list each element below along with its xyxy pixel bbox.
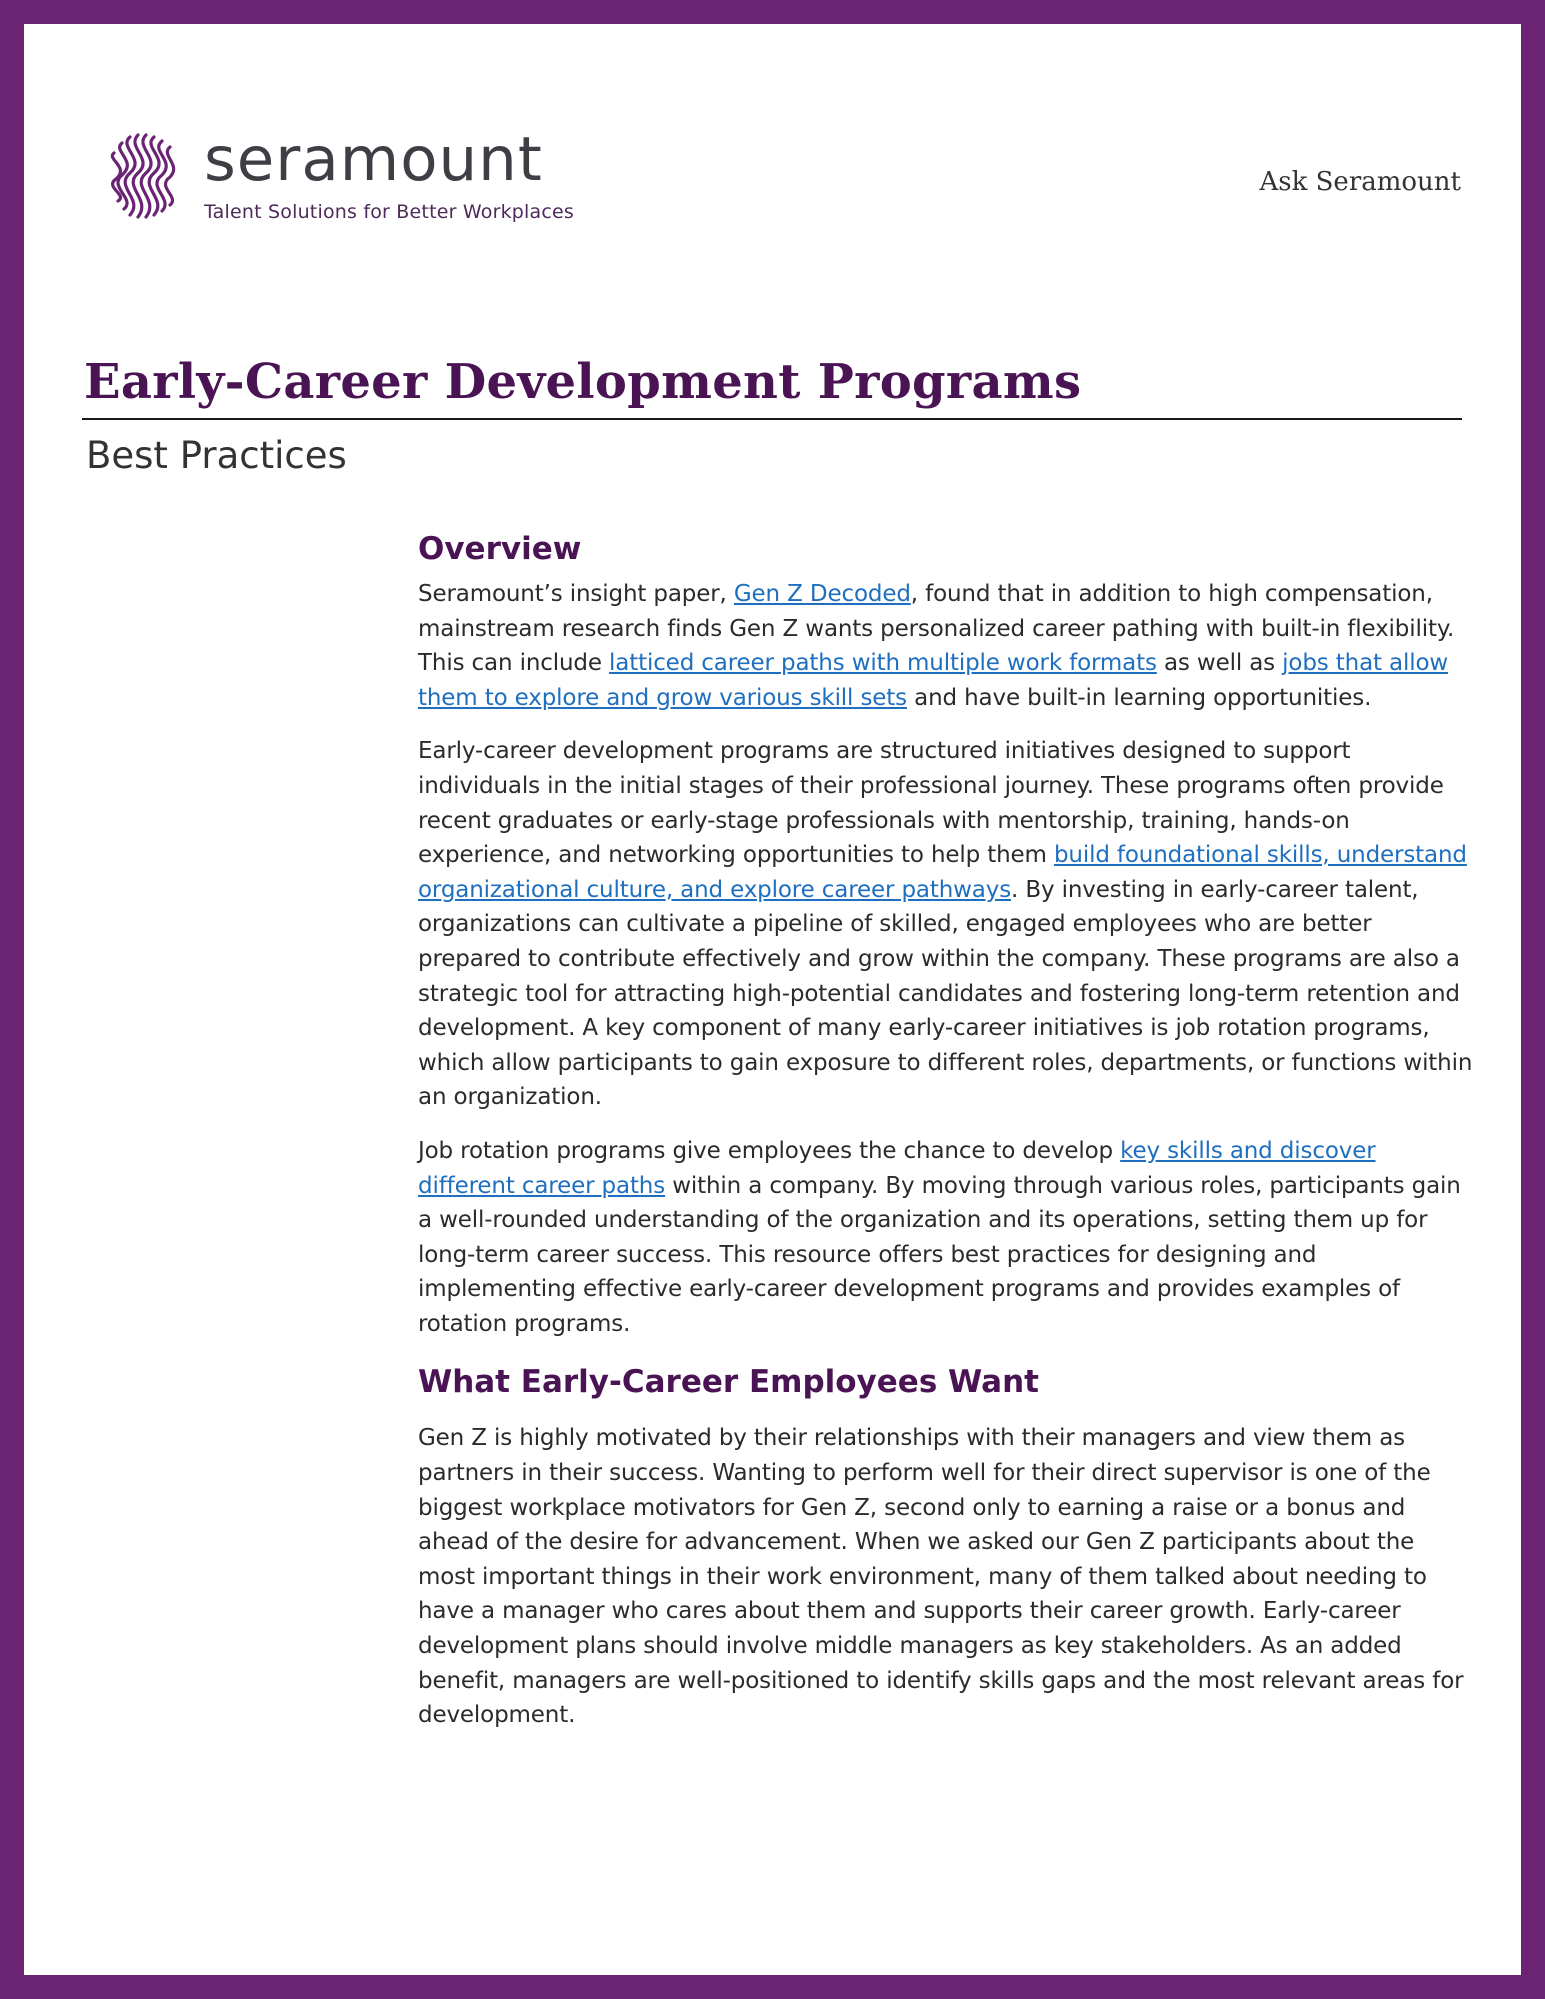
brand-name: seramount (204, 124, 543, 195)
text-span: , found that in addition to high compensation, mainstream research finds Gen Z wants personalized career pathing with built-in flexibility. This can include (418, 581, 1455, 677)
seramount-wave-logo-icon (100, 129, 192, 221)
main-content (418, 524, 1478, 1733)
title-divider (82, 418, 1462, 420)
page-subtitle: Best Practices (86, 434, 347, 477)
overview-paragraph-2 (418, 734, 1478, 1115)
text-span: Early-career development programs are structured initiatives designed to support individuals in the initial stages of their professional journey. These programs often provide recent graduates or early-stage professionals with mentorship, training, hands-on experience, and networking opportunities to help them (418, 738, 1444, 869)
explore-skill-sets-link[interactable]: jobs that allow them to explore and grow various skill sets (418, 650, 1449, 711)
brand-logo[interactable] (100, 124, 575, 223)
what-employees-want-paragraph: Gen Z is highly motivated by their relationships with their managers and view them as partners in their success. Wanting to perform well for their direct supervisor is one of the biggest workplace motivators for Gen Z, second only to earning a raise or a bonus and ahead of the desire for advancement. When we asked our Gen Z participants about the most important things in their work environment, many of them talked about needing to have a manager who cares about them and supports their career growth. Early-career development plans should involve middle managers as key stakeholders. As an added benefit, managers are well-positioned to identify skills gaps and the most relevant areas for development. (418, 1425, 1464, 1729)
text-span: as well as (1156, 650, 1283, 677)
gen-z-decoded-link[interactable]: Gen Z Decoded (733, 581, 911, 607)
key-skills-career-paths-link[interactable]: key skills and discover different career paths (418, 1137, 1376, 1199)
text-span: . By investing in early-career talent, organizations can cultivate a pipeline of skilled, engaged employees who are better prepared to contribute effectively and grow within the company. These programs are also a strategic tool for attracting high-potential candidates and fostering long-term retention and development. A key component of many early-career initiatives is job rotation programs, which allow participants to gain exposure to different roles, departments, or functions within an organization. (418, 876, 1473, 1111)
overview-heading: Overview (418, 531, 582, 567)
what-employees-want-heading: What Early-Career Employees Want (418, 1364, 1039, 1401)
page-title: Early-Career Development Programs (84, 354, 1082, 410)
ask-seramount-label: Ask Seramount (1259, 167, 1461, 197)
build-foundational-skills-link[interactable]: build foundational skills, understand organizational culture, and explore career pathways (418, 842, 1467, 903)
text-span: within a company. By moving through various roles, participants gain a well-rounded understanding of the organization and its operations, setting them up for long-term career success. This resource offers best practices for designing and implementing effective early-career development programs and provides examples of rotation programs. (418, 1172, 1461, 1337)
latticed-career-paths-link[interactable]: latticed career paths with multiple work formats (609, 650, 1157, 677)
overview-paragraph-1 (418, 577, 1478, 715)
text-span: Job rotation programs give employees the chance to develop (418, 1137, 1121, 1164)
brand-tagline: Talent Solutions for Better Workplaces (204, 201, 575, 223)
overview-paragraph-3 (418, 1134, 1478, 1342)
text-span: Seramount’s insight paper, (418, 581, 734, 607)
text-span: and have built-in learning opportunities. (906, 684, 1372, 711)
